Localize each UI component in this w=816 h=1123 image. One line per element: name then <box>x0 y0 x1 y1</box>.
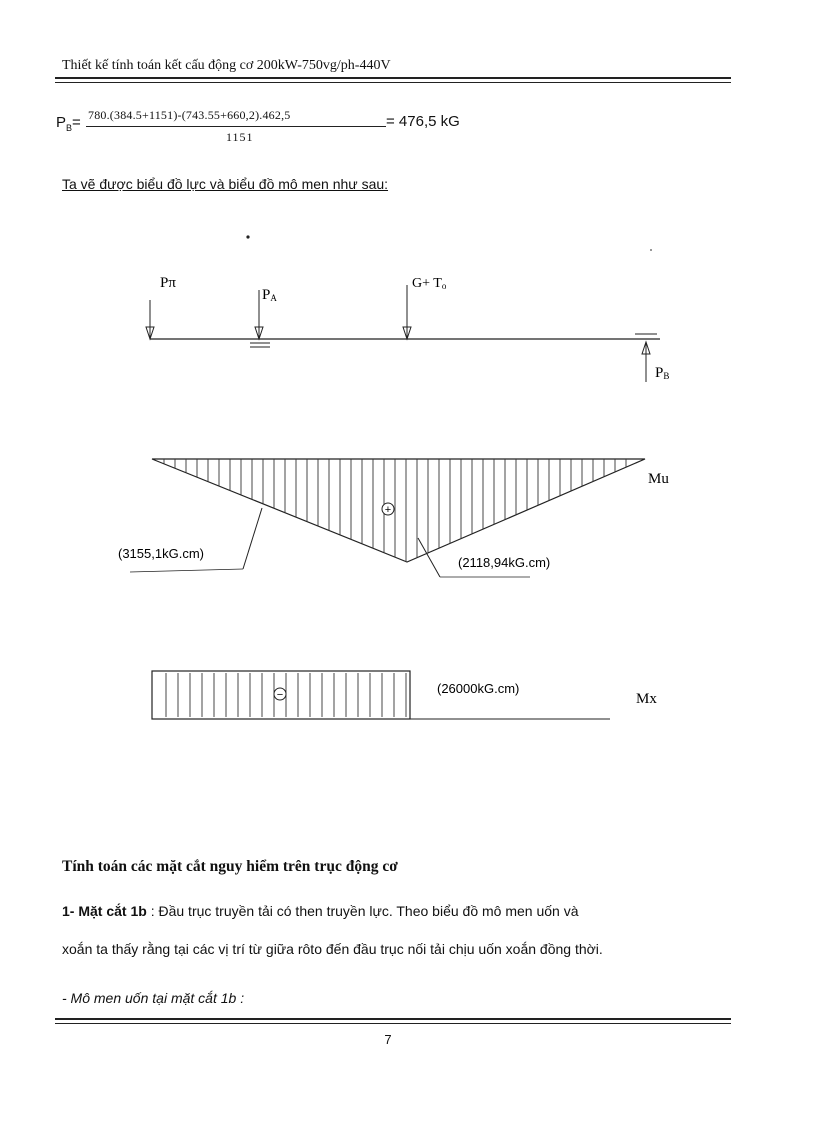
mu-right-leader <box>418 538 440 577</box>
p-pi-label: Pπ <box>160 275 176 291</box>
diagram-intro-text: Ta vẽ được biểu đồ lực và biểu đồ mô men như sau: <box>62 176 389 192</box>
stray-dot <box>246 235 249 238</box>
pb-formula-lhs: $P_B=$ <box>56 114 81 133</box>
mu-right-value: (2118,94kG.cm) <box>458 555 551 570</box>
bending-moment-diagram <box>118 459 669 577</box>
mu-left-leader-base <box>130 569 243 572</box>
document-header-title: Thiết kế tính toán kết cấu động cơ 200kW-750vg/ph-440V <box>62 58 391 73</box>
footer-rule-top <box>55 1018 731 1020</box>
pb-formula-denominator: 1151 <box>226 130 254 144</box>
force-moment-diagram <box>0 220 816 740</box>
mx-sign: − <box>276 689 284 701</box>
p-b-label: PB <box>655 365 670 381</box>
pb-formula-fraction-bar <box>86 126 386 127</box>
paragraph-line-1-rest: : Đầu trục truyền tải có then truyền lực. Theo biểu đồ mô men uốn và <box>146 903 579 919</box>
italic-subheading: - Mô men uốn tại mặt cắt 1b : <box>62 990 245 1006</box>
force-diagram <box>146 275 669 382</box>
page-number: 7 <box>384 1032 392 1047</box>
mu-left-leader <box>243 508 262 569</box>
paragraph-line-2: xoắn ta thấy rằng tại các vị trí từ giữa rôto đến đầu trục nối tải chịu uốn xoắn đồng thời. <box>62 941 603 957</box>
g-t-label: G+ To <box>412 276 447 291</box>
pb-formula-numerator: 780.(384.5+1151)-(743.55+660,2).462,5 <box>88 108 291 122</box>
mx-value: (26000kG.cm) <box>437 681 520 696</box>
mu-left-value: (3155,1kG.cm) <box>118 546 204 561</box>
header-rule-top <box>55 77 731 79</box>
torsion-moment-diagram <box>152 671 657 719</box>
mu-sign: + <box>384 504 392 516</box>
mu-label: Mu <box>648 471 669 487</box>
paragraph-line-1 <box>62 903 579 919</box>
mu-hatching <box>164 459 626 562</box>
header-rule-bottom <box>55 82 731 83</box>
footer-rule-bottom <box>55 1023 731 1024</box>
stray-dot <box>650 249 652 251</box>
paragraph-lead: 1- Mặt cắt 1b <box>62 903 147 919</box>
mx-label: Mx <box>636 691 657 707</box>
pb-formula-result: = 476,5 kG <box>386 113 460 130</box>
p-a-label: PA <box>262 287 277 303</box>
section-title: Tính toán các mặt cắt nguy hiểm trên trục động cơ <box>62 858 398 875</box>
